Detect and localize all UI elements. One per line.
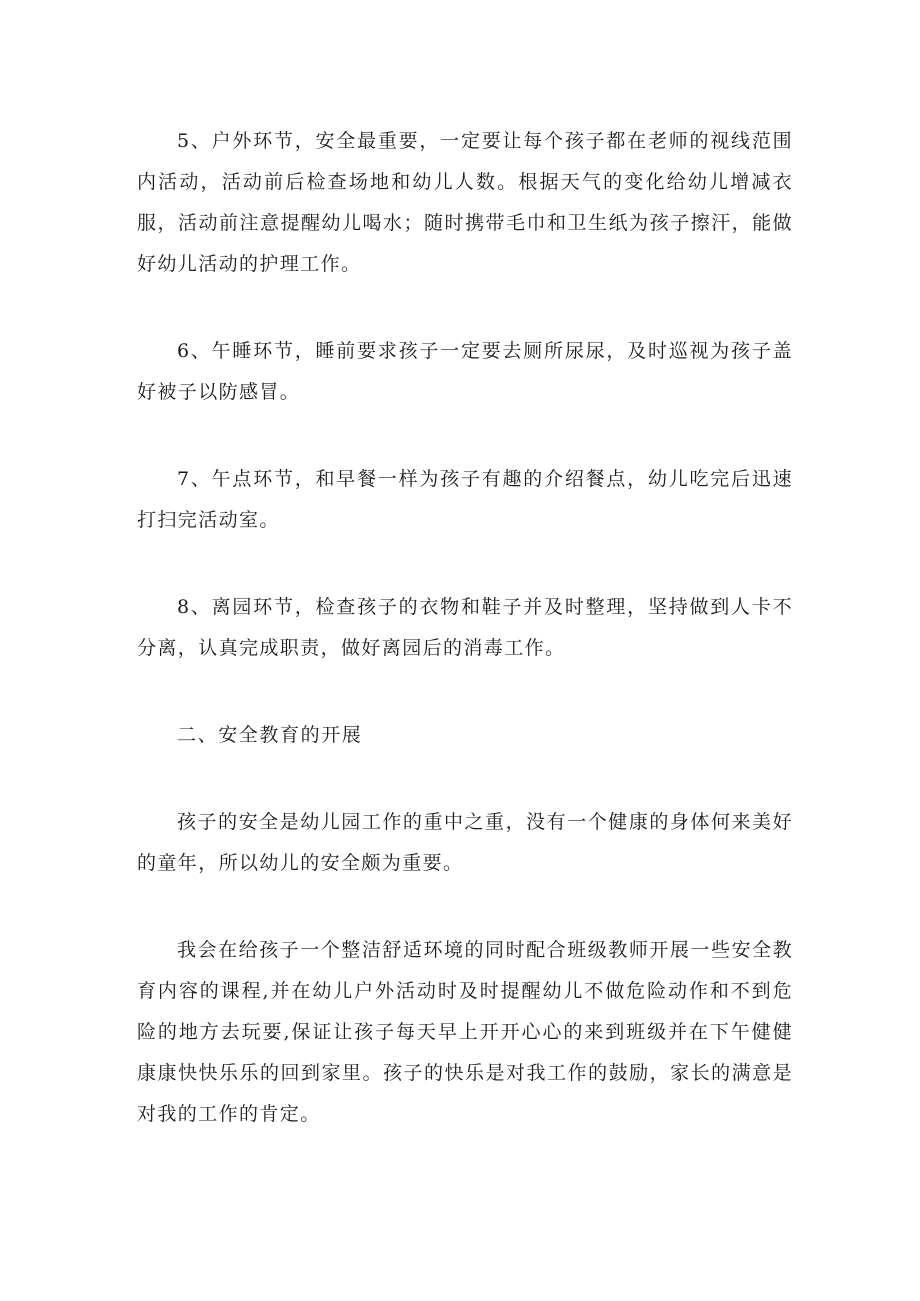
- paragraph-safety-practice: 我会在给孩子一个整洁舒适环境的同时配合班级教师开展一些安全教育内容的课程,并在幼儿户外活动时及时提醒幼儿不做危险动作和不到危险的地方去玩要,保证让孩子每天早上开开心心的来到班级并在下午健健康康快快乐乐的回到家里。孩子的快乐是对我工作的鼓励，家长的满意是对我的工作的肯定。: [137, 939, 793, 1125]
- paragraph-outdoor-activity: 5、户外环节，安全最重要，一定要让每个孩子都在老师的视线范围内活动，活动前后检查场地和幼儿人数。根据天气的变化给幼儿增减衣服，活动前注意提醒幼儿喝水；随时携带毛巾和卫生纸为孩子擦汗，能做好幼儿活动的护理工作。: [137, 130, 793, 275]
- document-body: [137, 121, 793, 1181]
- section-heading-safety-education: 二、安全教育的开展: [177, 724, 363, 746]
- paragraph-safety-importance: 孩子的安全是幼儿园工作的重中之重，没有一个健康的身体何来美好的童年，所以幼儿的安全颇为重要。: [137, 811, 793, 874]
- paragraph-departure: 8、离园环节，检查孩子的衣物和鞋子并及时整理，坚持做到人卡不分离，认真完成职责，做好离园后的消毒工作。: [137, 596, 793, 659]
- paragraph-afternoon-snack: 7、午点环节，和早餐一样为孩子有趣的介绍餐点，幼儿吃完后迅速打扫完活动室。: [137, 468, 793, 531]
- paragraph-nap-time: 6、午睡环节，睡前要求孩子一定要去厕所尿尿，及时巡视为孩子盖好被子以防感冒。: [137, 340, 793, 403]
